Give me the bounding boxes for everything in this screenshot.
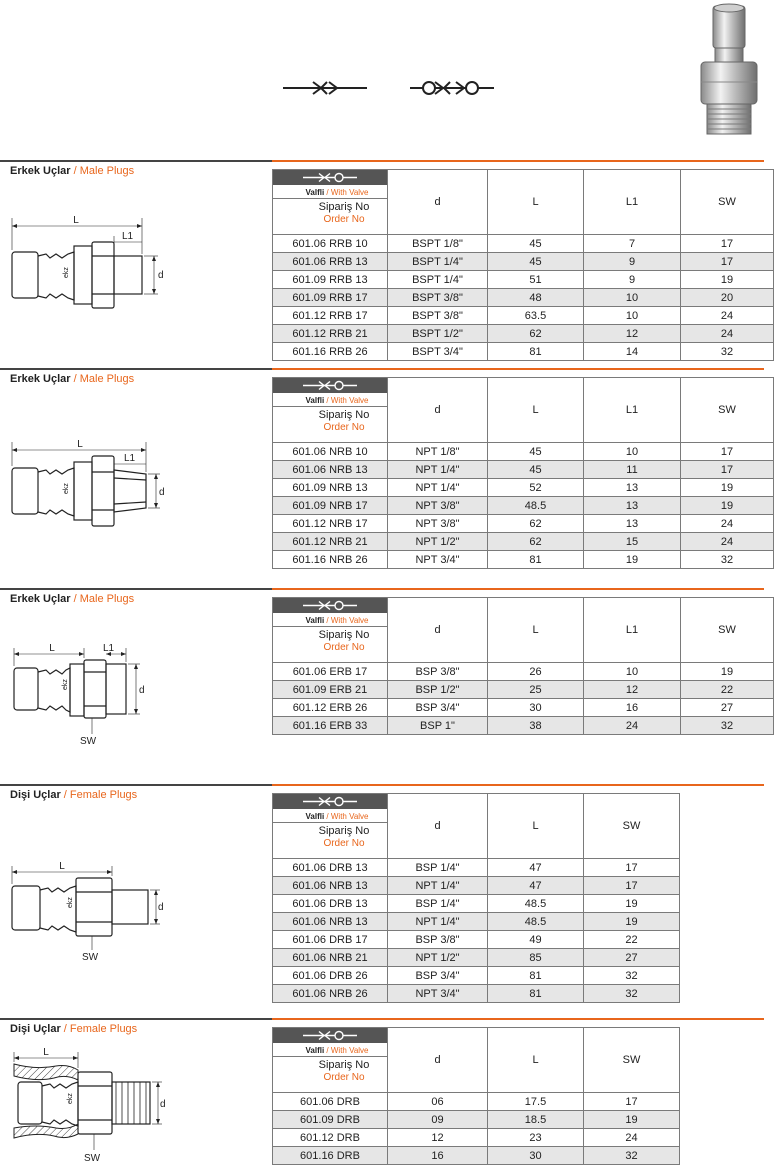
table-cell: 17 — [681, 253, 774, 271]
order-no-cell: 601.09 DRB — [273, 1111, 388, 1129]
order-no-cell: 601.06 DRB 17 — [273, 931, 388, 949]
order-no-cell: 601.06 NRB 13 — [273, 461, 388, 479]
table-cell: 12 — [584, 325, 681, 343]
title-en: Male Plugs — [79, 165, 135, 177]
table-row — [273, 985, 680, 1003]
table-cell: 10 — [584, 443, 681, 461]
section-rule-5-accent — [272, 1018, 764, 1020]
table-cell: 32 — [681, 717, 774, 735]
column-header: d — [388, 170, 488, 235]
section-rule-1-accent — [272, 160, 764, 162]
table-row — [273, 443, 774, 461]
table-cell: 32 — [584, 1147, 680, 1165]
section-rule-5 — [0, 1018, 272, 1020]
table-row — [273, 1129, 680, 1147]
order-no-cell: 601.12 NRB 21 — [273, 533, 388, 551]
table-cell: NPT 1/4" — [388, 461, 488, 479]
brand-mark: ekz — [67, 1093, 74, 1104]
male-plug-drawing — [8, 638, 158, 750]
order-no-header — [273, 794, 388, 859]
table-cell: 81 — [488, 343, 584, 361]
table-row — [273, 859, 680, 877]
table-cell: 38 — [488, 717, 584, 735]
table-cell: 16 — [584, 699, 681, 717]
table-cell: 47 — [488, 859, 584, 877]
male-plug-drawing — [6, 212, 166, 312]
column-header: L1 — [584, 170, 681, 235]
title-en: Male Plugs — [79, 373, 135, 385]
column-header: d — [388, 378, 488, 443]
dim-L1-label: L1 — [122, 231, 134, 242]
valve-label: Valfli / With Valve — [273, 809, 387, 823]
table-cell: 62 — [488, 533, 584, 551]
valve-symbol-icon — [273, 598, 387, 613]
table-cell: 45 — [488, 461, 584, 479]
order-no-cell: 601.06 NRB 10 — [273, 443, 388, 461]
table-cell: BSPT 3/8" — [388, 307, 488, 325]
table-cell: 52 — [488, 479, 584, 497]
table-cell: 10 — [584, 307, 681, 325]
dim-L-label: L — [73, 215, 79, 226]
table-row — [273, 1093, 680, 1111]
table-cell: 51 — [488, 271, 584, 289]
order-no-label-en: Order No — [323, 1072, 365, 1083]
table-cell: 48.5 — [488, 913, 584, 931]
order-no-label-en: Order No — [323, 642, 365, 653]
table-cell: 30 — [488, 1147, 584, 1165]
brand-mark: ekz — [63, 483, 70, 494]
table-cell: 16 — [388, 1147, 488, 1165]
order-no-cell: 601.12 RRB 21 — [273, 325, 388, 343]
table-header-row — [273, 378, 774, 443]
table-cell: 13 — [584, 497, 681, 515]
order-no-cell: 601.16 ERB 33 — [273, 717, 388, 735]
table-cell: 32 — [681, 551, 774, 569]
dim-L-label: L — [59, 861, 65, 872]
order-no-cell: 601.06 RRB 10 — [273, 235, 388, 253]
table-header-row — [273, 794, 680, 859]
title-en: Female Plugs — [69, 789, 138, 801]
order-no-cell: 601.09 ERB 21 — [273, 681, 388, 699]
spec-table — [272, 597, 774, 735]
order-no-cell: 601.06 NRB 13 — [273, 877, 388, 895]
title-tr: Erkek Uçlar — [10, 373, 71, 385]
dim-SW-label: SW — [80, 736, 97, 747]
order-no-cell: 601.12 RRB 17 — [273, 307, 388, 325]
title-en: Male Plugs — [79, 593, 135, 605]
order-no-cell: 601.09 RRB 13 — [273, 271, 388, 289]
table-cell: NPT 1/4" — [388, 877, 488, 895]
table-cell: 17 — [681, 443, 774, 461]
dim-d-label: d — [158, 270, 164, 281]
table-cell: 26 — [488, 663, 584, 681]
table-cell: 17.5 — [488, 1093, 584, 1111]
table-row — [273, 681, 774, 699]
column-header: L — [488, 1028, 584, 1093]
table-cell: BSP 3/4" — [388, 967, 488, 985]
table-cell: 17 — [584, 1093, 680, 1111]
table-cell: BSPT 1/4" — [388, 253, 488, 271]
section-title: Erkek Uçlar / Male Plugs — [10, 373, 135, 385]
table-cell: 19 — [584, 1111, 680, 1129]
table-cell: 24 — [681, 515, 774, 533]
table-row — [273, 533, 774, 551]
valve-symbol-icon — [273, 170, 387, 185]
table-cell: BSP 1/4" — [388, 859, 488, 877]
table-row — [273, 515, 774, 533]
table-row — [273, 663, 774, 681]
brand-mark: ekz — [67, 897, 74, 908]
column-header: L1 — [584, 598, 681, 663]
table-cell: BSP 3/8" — [388, 663, 488, 681]
table-cell: 19 — [681, 497, 774, 515]
table-cell: 20 — [681, 289, 774, 307]
order-no-label-en: Order No — [323, 838, 365, 849]
order-no-label-en: Order No — [323, 214, 365, 225]
table-row — [273, 931, 680, 949]
table-cell: BSP 1/2" — [388, 681, 488, 699]
column-header: SW — [681, 378, 774, 443]
table-cell: 32 — [681, 343, 774, 361]
table-cell: 9 — [584, 253, 681, 271]
spec-table — [272, 169, 774, 361]
order-no-header — [273, 170, 388, 235]
dim-SW-label: SW — [82, 952, 99, 963]
valve-symbol-icon — [273, 378, 387, 393]
dim-L-label: L — [77, 439, 83, 450]
quick-coupling-symbol-icon — [283, 80, 367, 96]
table-cell: BSPT 1/4" — [388, 271, 488, 289]
table-cell: 81 — [488, 551, 584, 569]
column-header: d — [388, 598, 488, 663]
table-row — [273, 343, 774, 361]
table-row — [273, 307, 774, 325]
table-cell: 63.5 — [488, 307, 584, 325]
female-plug-drawing — [6, 1044, 166, 1168]
title-tr: Erkek Uçlar — [10, 593, 71, 605]
table-row — [273, 235, 774, 253]
table-row — [273, 253, 774, 271]
section-rule-4-accent — [272, 784, 764, 786]
table-cell: 62 — [488, 325, 584, 343]
dim-SW-label: SW — [84, 1153, 101, 1164]
valve-label: Valfli / With Valve — [273, 613, 387, 627]
dim-d-label: d — [160, 1099, 166, 1110]
column-header: L — [488, 378, 584, 443]
table-cell: 14 — [584, 343, 681, 361]
title-en: Female Plugs — [69, 1023, 138, 1035]
table-cell: 47 — [488, 877, 584, 895]
column-header: d — [388, 1028, 488, 1093]
table-cell: BSPT 1/8" — [388, 235, 488, 253]
table-cell: 19 — [681, 663, 774, 681]
table-cell: 17 — [584, 859, 680, 877]
section-title: Dişi Uçlar / Female Plugs — [10, 1023, 138, 1035]
order-no-cell: 601.16 DRB — [273, 1147, 388, 1165]
valve-label: Valfli / With Valve — [273, 185, 387, 199]
order-no-cell: 601.12 ERB 26 — [273, 699, 388, 717]
table-row — [273, 699, 774, 717]
section-title: Dişi Uçlar / Female Plugs — [10, 789, 138, 801]
dim-d-label: d — [158, 902, 164, 913]
table-header-row — [273, 170, 774, 235]
order-no-cell: 601.06 DRB 13 — [273, 859, 388, 877]
column-header: L — [488, 794, 584, 859]
dim-L1-label: L1 — [124, 453, 136, 464]
table-cell: 19 — [584, 913, 680, 931]
order-no-cell: 601.09 NRB 17 — [273, 497, 388, 515]
table-cell: 32 — [584, 985, 680, 1003]
table-cell: BSPT 3/8" — [388, 289, 488, 307]
table-cell: BSP 3/4" — [388, 699, 488, 717]
table-cell: 17 — [681, 461, 774, 479]
title-tr: Dişi Uçlar — [10, 1023, 61, 1035]
table-row — [273, 289, 774, 307]
brand-mark: ekz — [63, 267, 70, 278]
table-cell: 11 — [584, 461, 681, 479]
table-cell: NPT 3/4" — [388, 551, 488, 569]
table-cell: 32 — [584, 967, 680, 985]
table-cell: 30 — [488, 699, 584, 717]
table-cell: 27 — [681, 699, 774, 717]
valve-symbol-icon — [273, 1028, 387, 1043]
column-header: L — [488, 598, 584, 663]
table-row — [273, 717, 774, 735]
spec-table — [272, 377, 774, 569]
table-header-row — [273, 598, 774, 663]
table-cell: 24 — [681, 325, 774, 343]
table-cell: 81 — [488, 967, 584, 985]
section-rule-4 — [0, 784, 272, 786]
table-cell: 12 — [388, 1129, 488, 1147]
table-cell: 15 — [584, 533, 681, 551]
table-cell: 24 — [584, 1129, 680, 1147]
table-row — [273, 877, 680, 895]
valve-label: Valfli / With Valve — [273, 1043, 387, 1057]
valved-coupling-symbol-icon — [410, 78, 494, 98]
table-cell: 18.5 — [488, 1111, 584, 1129]
brand-mark: ekz — [62, 679, 69, 690]
table-cell: 7 — [584, 235, 681, 253]
column-header: L1 — [584, 378, 681, 443]
dim-d-label: d — [159, 487, 165, 498]
table-cell: 81 — [488, 985, 584, 1003]
order-no-cell: 601.06 NRB 13 — [273, 913, 388, 931]
order-no-label: Sipariş No — [318, 629, 370, 641]
table-cell: 24 — [584, 717, 681, 735]
table-cell: NPT 3/8" — [388, 515, 488, 533]
order-no-cell: 601.06 DRB 13 — [273, 895, 388, 913]
table-cell: 48.5 — [488, 895, 584, 913]
section-rule-3-accent — [272, 588, 764, 590]
table-cell: NPT 1/8" — [388, 443, 488, 461]
table-cell: 12 — [584, 681, 681, 699]
order-no-header — [273, 378, 388, 443]
title-tr: Erkek Uçlar — [10, 165, 71, 177]
spec-table — [272, 793, 680, 1003]
order-no-cell: 601.12 DRB — [273, 1129, 388, 1147]
table-cell: BSP 1/4" — [388, 895, 488, 913]
table-cell: 85 — [488, 949, 584, 967]
column-header: d — [388, 794, 488, 859]
dim-L-label: L — [43, 1047, 49, 1058]
table-cell: 9 — [584, 271, 681, 289]
order-no-cell: 601.12 NRB 17 — [273, 515, 388, 533]
table-cell: 13 — [584, 515, 681, 533]
table-cell: 06 — [388, 1093, 488, 1111]
table-cell: 17 — [681, 235, 774, 253]
spec-table — [272, 1027, 680, 1165]
table-cell: 45 — [488, 235, 584, 253]
table-cell: 45 — [488, 443, 584, 461]
table-cell: 19 — [681, 479, 774, 497]
table-row — [273, 271, 774, 289]
table-row — [273, 497, 774, 515]
table-cell: 25 — [488, 681, 584, 699]
table-cell: 19 — [681, 271, 774, 289]
table-cell: NPT 1/2" — [388, 533, 488, 551]
section-rule-1 — [0, 160, 272, 162]
order-no-header — [273, 1028, 388, 1093]
table-cell: 49 — [488, 931, 584, 949]
order-no-cell: 601.16 NRB 26 — [273, 551, 388, 569]
table-row — [273, 479, 774, 497]
table-cell: 09 — [388, 1111, 488, 1129]
table-row — [273, 949, 680, 967]
order-no-label-en: Order No — [323, 422, 365, 433]
table-cell: 27 — [584, 949, 680, 967]
section-rule-3 — [0, 588, 272, 590]
table-cell: 24 — [681, 533, 774, 551]
table-row — [273, 551, 774, 569]
section-title: Erkek Uçlar / Male Plugs — [10, 593, 135, 605]
table-cell: NPT 1/2" — [388, 949, 488, 967]
table-cell: 62 — [488, 515, 584, 533]
title-tr: Dişi Uçlar — [10, 789, 61, 801]
table-row — [273, 895, 680, 913]
section-title: Erkek Uçlar / Male Plugs — [10, 165, 135, 177]
table-cell: 13 — [584, 479, 681, 497]
valve-symbol-icon — [273, 794, 387, 809]
table-cell: NPT 3/8" — [388, 497, 488, 515]
table-cell: 48.5 — [488, 497, 584, 515]
order-no-cell: 601.09 RRB 17 — [273, 289, 388, 307]
male-plug-photo-icon — [693, 2, 765, 138]
table-cell: NPT 1/4" — [388, 479, 488, 497]
order-no-label: Sipariş No — [318, 1059, 370, 1071]
order-no-cell: 601.06 RRB 13 — [273, 253, 388, 271]
table-cell: 24 — [681, 307, 774, 325]
order-no-label: Sipariş No — [318, 201, 370, 213]
order-no-label: Sipariş No — [318, 409, 370, 421]
table-row — [273, 325, 774, 343]
table-cell: 23 — [488, 1129, 584, 1147]
table-cell: NPT 3/4" — [388, 985, 488, 1003]
order-no-cell: 601.06 DRB 26 — [273, 967, 388, 985]
dim-d-label: d — [139, 685, 145, 696]
table-row — [273, 1111, 680, 1129]
table-row — [273, 913, 680, 931]
order-no-cell: 601.16 RRB 26 — [273, 343, 388, 361]
valve-label: Valfli / With Valve — [273, 393, 387, 407]
table-row — [273, 1147, 680, 1165]
order-no-cell: 601.06 ERB 17 — [273, 663, 388, 681]
female-plug-drawing — [6, 858, 166, 970]
column-header: L — [488, 170, 584, 235]
table-cell: BSP 3/8" — [388, 931, 488, 949]
order-no-cell: 601.06 NRB 26 — [273, 985, 388, 1003]
order-no-cell: 601.09 NRB 13 — [273, 479, 388, 497]
table-cell: 48 — [488, 289, 584, 307]
order-no-cell: 601.06 NRB 21 — [273, 949, 388, 967]
table-cell: BSPT 1/2" — [388, 325, 488, 343]
column-header: SW — [681, 598, 774, 663]
table-cell: 17 — [584, 877, 680, 895]
table-row — [273, 967, 680, 985]
table-cell: 45 — [488, 253, 584, 271]
order-no-label: Sipariş No — [318, 825, 370, 837]
dim-L-label: L — [49, 643, 55, 654]
table-row — [273, 461, 774, 479]
dim-L1-label: L1 — [103, 643, 115, 654]
section-rule-2 — [0, 368, 272, 370]
table-cell: 10 — [584, 289, 681, 307]
column-header: SW — [584, 1028, 680, 1093]
male-plug-drawing — [6, 420, 166, 530]
column-header: SW — [681, 170, 774, 235]
table-cell: NPT 1/4" — [388, 913, 488, 931]
table-cell: 19 — [584, 895, 680, 913]
section-rule-2-accent — [272, 368, 764, 370]
table-header-row — [273, 1028, 680, 1093]
table-cell: 22 — [584, 931, 680, 949]
column-header: SW — [584, 794, 680, 859]
order-no-header — [273, 598, 388, 663]
table-cell: BSPT 3/4" — [388, 343, 488, 361]
table-cell: 22 — [681, 681, 774, 699]
table-cell: BSP 1" — [388, 717, 488, 735]
table-cell: 10 — [584, 663, 681, 681]
order-no-cell: 601.06 DRB — [273, 1093, 388, 1111]
table-cell: 19 — [584, 551, 681, 569]
